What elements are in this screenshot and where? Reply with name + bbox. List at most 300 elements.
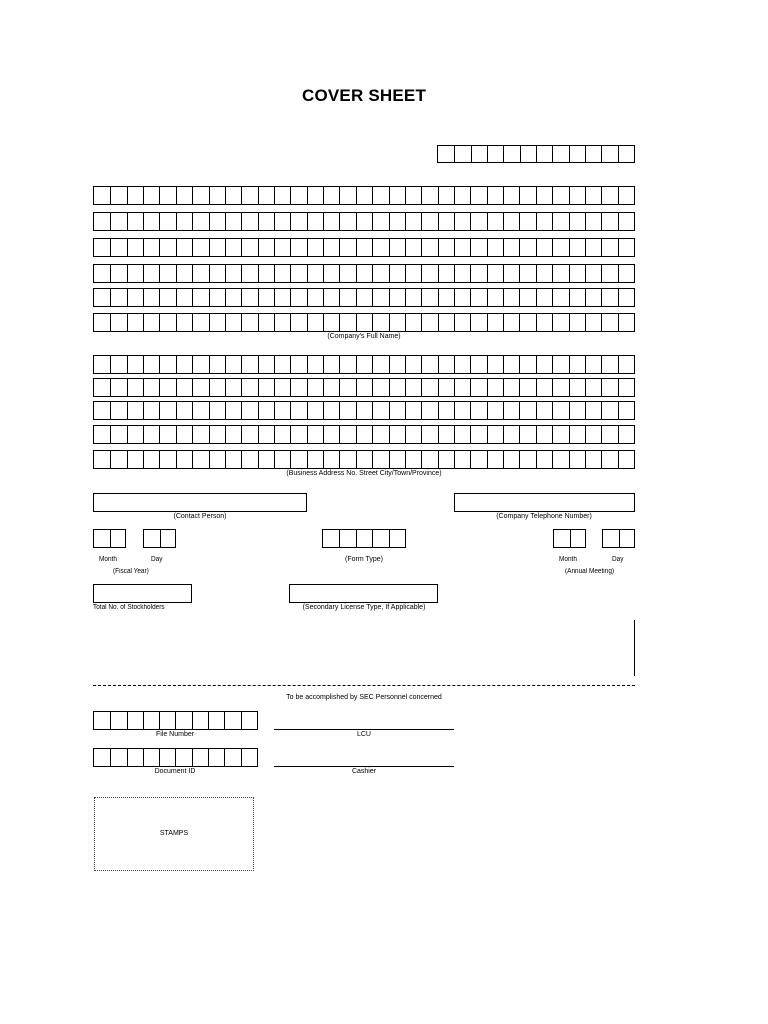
char-box[interactable]: [127, 451, 143, 468]
char-box[interactable]: [618, 265, 634, 282]
char-box[interactable]: [552, 451, 568, 468]
char-box[interactable]: [421, 402, 437, 419]
contact-person-field[interactable]: [93, 493, 307, 512]
char-box[interactable]: [127, 712, 143, 729]
char-box[interactable]: [94, 187, 110, 204]
char-box[interactable]: [94, 379, 110, 396]
char-box[interactable]: [307, 426, 323, 443]
char-box[interactable]: [487, 426, 503, 443]
char-box[interactable]: [307, 213, 323, 230]
char-box[interactable]: [601, 146, 617, 162]
char-box[interactable]: [176, 426, 192, 443]
char-box[interactable]: [323, 356, 339, 373]
char-box[interactable]: [110, 749, 126, 766]
char-box[interactable]: [323, 213, 339, 230]
char-box[interactable]: [356, 265, 372, 282]
char-box[interactable]: [421, 379, 437, 396]
char-box[interactable]: [176, 402, 192, 419]
char-box[interactable]: [274, 239, 290, 256]
file-number-boxes[interactable]: [93, 711, 258, 730]
char-box[interactable]: [618, 146, 634, 162]
char-box[interactable]: [274, 451, 290, 468]
char-box[interactable]: [585, 356, 601, 373]
char-box[interactable]: [520, 146, 536, 162]
char-box[interactable]: [241, 402, 257, 419]
char-box[interactable]: [569, 289, 585, 306]
char-box[interactable]: [618, 314, 634, 331]
char-box[interactable]: [94, 314, 110, 331]
char-box[interactable]: [503, 187, 519, 204]
char-box[interactable]: [552, 314, 568, 331]
char-box[interactable]: [372, 314, 388, 331]
char-box[interactable]: [569, 451, 585, 468]
char-box[interactable]: [176, 187, 192, 204]
char-box[interactable]: [159, 213, 175, 230]
char-box[interactable]: [372, 213, 388, 230]
char-box[interactable]: [454, 314, 470, 331]
char-box[interactable]: [356, 356, 372, 373]
company-name-row-6[interactable]: [93, 313, 635, 332]
char-box[interactable]: [519, 379, 535, 396]
annual-day-boxes[interactable]: [602, 529, 635, 548]
char-box[interactable]: [421, 213, 437, 230]
company-name-row-1[interactable]: [93, 186, 635, 205]
char-box[interactable]: [552, 187, 568, 204]
char-box[interactable]: [503, 451, 519, 468]
char-box[interactable]: [601, 314, 617, 331]
char-box[interactable]: [290, 314, 306, 331]
char-box[interactable]: [225, 402, 241, 419]
company-name-row-4[interactable]: [93, 264, 635, 283]
fiscal-day-boxes[interactable]: [143, 529, 176, 548]
char-box[interactable]: [159, 749, 175, 766]
char-box[interactable]: [241, 289, 257, 306]
char-box[interactable]: [470, 356, 486, 373]
char-box[interactable]: [159, 289, 175, 306]
char-box[interactable]: [143, 712, 159, 729]
char-box[interactable]: [143, 749, 159, 766]
char-box[interactable]: [618, 379, 634, 396]
char-box[interactable]: [159, 356, 175, 373]
char-box[interactable]: [307, 356, 323, 373]
char-box[interactable]: [356, 451, 372, 468]
char-box[interactable]: [176, 356, 192, 373]
char-box[interactable]: [601, 451, 617, 468]
char-box[interactable]: [323, 289, 339, 306]
char-box[interactable]: [225, 356, 241, 373]
char-box[interactable]: [438, 239, 454, 256]
char-box[interactable]: [225, 451, 241, 468]
char-box[interactable]: [323, 379, 339, 396]
char-box[interactable]: [569, 426, 585, 443]
char-box[interactable]: [225, 426, 241, 443]
char-box[interactable]: [470, 314, 486, 331]
char-box[interactable]: [421, 265, 437, 282]
char-box[interactable]: [225, 314, 241, 331]
char-box[interactable]: [209, 426, 225, 443]
char-box[interactable]: [356, 213, 372, 230]
char-box[interactable]: [225, 239, 241, 256]
char-box[interactable]: [601, 402, 617, 419]
char-box[interactable]: [372, 187, 388, 204]
annual-month-boxes[interactable]: [553, 529, 586, 548]
char-box[interactable]: [192, 239, 208, 256]
char-box[interactable]: [307, 402, 323, 419]
char-box[interactable]: [618, 187, 634, 204]
char-box[interactable]: [323, 402, 339, 419]
char-box[interactable]: [438, 289, 454, 306]
char-box[interactable]: [603, 530, 619, 547]
char-box[interactable]: [225, 265, 241, 282]
char-box[interactable]: [618, 289, 634, 306]
char-box[interactable]: [470, 426, 486, 443]
char-box[interactable]: [339, 289, 355, 306]
char-box[interactable]: [192, 356, 208, 373]
char-box[interactable]: [601, 187, 617, 204]
char-box[interactable]: [192, 379, 208, 396]
char-box[interactable]: [405, 289, 421, 306]
char-box[interactable]: [208, 749, 224, 766]
char-box[interactable]: [127, 213, 143, 230]
char-box[interactable]: [225, 187, 241, 204]
char-box[interactable]: [536, 146, 552, 162]
char-box[interactable]: [585, 265, 601, 282]
char-box[interactable]: [274, 213, 290, 230]
char-box[interactable]: [438, 265, 454, 282]
char-box[interactable]: [536, 402, 552, 419]
char-box[interactable]: [241, 749, 257, 766]
secondary-license-field[interactable]: [289, 584, 438, 603]
char-box[interactable]: [175, 749, 191, 766]
char-box[interactable]: [438, 146, 454, 162]
char-box[interactable]: [159, 314, 175, 331]
char-box[interactable]: [601, 213, 617, 230]
char-box[interactable]: [601, 239, 617, 256]
char-box[interactable]: [241, 356, 257, 373]
char-box[interactable]: [487, 356, 503, 373]
char-box[interactable]: [192, 289, 208, 306]
char-box[interactable]: [274, 314, 290, 331]
char-box[interactable]: [389, 426, 405, 443]
char-box[interactable]: [487, 239, 503, 256]
char-box[interactable]: [176, 239, 192, 256]
char-box[interactable]: [585, 379, 601, 396]
char-box[interactable]: [519, 239, 535, 256]
char-box[interactable]: [389, 314, 405, 331]
char-box[interactable]: [552, 426, 568, 443]
char-box[interactable]: [389, 530, 405, 547]
char-box[interactable]: [339, 530, 355, 547]
char-box[interactable]: [274, 289, 290, 306]
char-box[interactable]: [389, 289, 405, 306]
char-box[interactable]: [176, 265, 192, 282]
char-box[interactable]: [618, 213, 634, 230]
char-box[interactable]: [454, 289, 470, 306]
char-box[interactable]: [503, 289, 519, 306]
char-box[interactable]: [241, 314, 257, 331]
char-box[interactable]: [438, 426, 454, 443]
char-box[interactable]: [585, 187, 601, 204]
char-box[interactable]: [241, 379, 257, 396]
fiscal-month-boxes[interactable]: [93, 529, 126, 548]
char-box[interactable]: [569, 356, 585, 373]
char-box[interactable]: [601, 289, 617, 306]
char-box[interactable]: [454, 379, 470, 396]
char-box[interactable]: [569, 314, 585, 331]
char-box[interactable]: [110, 712, 126, 729]
char-box[interactable]: [209, 314, 225, 331]
char-box[interactable]: [519, 451, 535, 468]
sec-registration-number-boxes[interactable]: [437, 145, 635, 163]
char-box[interactable]: [470, 289, 486, 306]
char-box[interactable]: [618, 451, 634, 468]
char-box[interactable]: [389, 356, 405, 373]
char-box[interactable]: [209, 289, 225, 306]
char-box[interactable]: [454, 356, 470, 373]
char-box[interactable]: [290, 187, 306, 204]
char-box[interactable]: [585, 426, 601, 443]
char-box[interactable]: [94, 289, 110, 306]
char-box[interactable]: [601, 265, 617, 282]
address-row-2[interactable]: [93, 378, 635, 397]
char-box[interactable]: [258, 213, 274, 230]
char-box[interactable]: [470, 213, 486, 230]
char-box[interactable]: [110, 379, 126, 396]
char-box[interactable]: [519, 356, 535, 373]
char-box[interactable]: [552, 213, 568, 230]
char-box[interactable]: [143, 213, 159, 230]
lcu-line[interactable]: [274, 729, 454, 730]
char-box[interactable]: [536, 265, 552, 282]
char-box[interactable]: [110, 530, 126, 547]
char-box[interactable]: [519, 187, 535, 204]
char-box[interactable]: [536, 289, 552, 306]
char-box[interactable]: [143, 426, 159, 443]
char-box[interactable]: [503, 379, 519, 396]
char-box[interactable]: [192, 402, 208, 419]
char-box[interactable]: [159, 426, 175, 443]
char-box[interactable]: [209, 265, 225, 282]
char-box[interactable]: [471, 146, 487, 162]
char-box[interactable]: [209, 239, 225, 256]
address-row-5[interactable]: [93, 450, 635, 469]
char-box[interactable]: [209, 451, 225, 468]
char-box[interactable]: [503, 213, 519, 230]
char-box[interactable]: [143, 289, 159, 306]
char-box[interactable]: [290, 265, 306, 282]
document-id-boxes[interactable]: [93, 748, 258, 767]
char-box[interactable]: [519, 314, 535, 331]
char-box[interactable]: [552, 402, 568, 419]
char-box[interactable]: [241, 187, 257, 204]
char-box[interactable]: [569, 379, 585, 396]
char-box[interactable]: [454, 265, 470, 282]
char-box[interactable]: [372, 265, 388, 282]
char-box[interactable]: [258, 187, 274, 204]
char-box[interactable]: [307, 239, 323, 256]
char-box[interactable]: [274, 265, 290, 282]
char-box[interactable]: [503, 146, 519, 162]
char-box[interactable]: [339, 187, 355, 204]
char-box[interactable]: [585, 289, 601, 306]
char-box[interactable]: [618, 239, 634, 256]
company-name-row-3[interactable]: [93, 238, 635, 257]
char-box[interactable]: [421, 314, 437, 331]
char-box[interactable]: [290, 213, 306, 230]
char-box[interactable]: [110, 356, 126, 373]
char-box[interactable]: [143, 402, 159, 419]
char-box[interactable]: [110, 187, 126, 204]
company-name-row-2[interactable]: [93, 212, 635, 231]
char-box[interactable]: [585, 239, 601, 256]
char-box[interactable]: [470, 265, 486, 282]
char-box[interactable]: [356, 187, 372, 204]
char-box[interactable]: [258, 356, 274, 373]
char-box[interactable]: [176, 314, 192, 331]
char-box[interactable]: [503, 239, 519, 256]
char-box[interactable]: [585, 146, 601, 162]
char-box[interactable]: [405, 402, 421, 419]
char-box[interactable]: [94, 239, 110, 256]
char-box[interactable]: [110, 402, 126, 419]
char-box[interactable]: [405, 265, 421, 282]
char-box[interactable]: [192, 426, 208, 443]
char-box[interactable]: [356, 314, 372, 331]
char-box[interactable]: [192, 213, 208, 230]
char-box[interactable]: [569, 265, 585, 282]
char-box[interactable]: [143, 379, 159, 396]
char-box[interactable]: [619, 530, 635, 547]
char-box[interactable]: [421, 356, 437, 373]
char-box[interactable]: [372, 530, 388, 547]
char-box[interactable]: [241, 712, 257, 729]
char-box[interactable]: [143, 265, 159, 282]
char-box[interactable]: [487, 213, 503, 230]
char-box[interactable]: [372, 239, 388, 256]
char-box[interactable]: [175, 712, 191, 729]
char-box[interactable]: [323, 426, 339, 443]
char-box[interactable]: [552, 356, 568, 373]
char-box[interactable]: [438, 451, 454, 468]
char-box[interactable]: [258, 314, 274, 331]
char-box[interactable]: [290, 426, 306, 443]
char-box[interactable]: [405, 379, 421, 396]
char-box[interactable]: [438, 187, 454, 204]
char-box[interactable]: [307, 314, 323, 331]
char-box[interactable]: [503, 356, 519, 373]
char-box[interactable]: [258, 265, 274, 282]
char-box[interactable]: [159, 712, 175, 729]
char-box[interactable]: [208, 712, 224, 729]
char-box[interactable]: [438, 379, 454, 396]
company-name-row-5[interactable]: [93, 288, 635, 307]
char-box[interactable]: [209, 379, 225, 396]
char-box[interactable]: [110, 314, 126, 331]
char-box[interactable]: [307, 289, 323, 306]
char-box[interactable]: [307, 187, 323, 204]
char-box[interactable]: [601, 379, 617, 396]
char-box[interactable]: [307, 265, 323, 282]
char-box[interactable]: [454, 451, 470, 468]
char-box[interactable]: [421, 187, 437, 204]
char-box[interactable]: [454, 187, 470, 204]
char-box[interactable]: [290, 379, 306, 396]
char-box[interactable]: [274, 356, 290, 373]
char-box[interactable]: [110, 213, 126, 230]
char-box[interactable]: [470, 451, 486, 468]
char-box[interactable]: [569, 146, 585, 162]
char-box[interactable]: [454, 239, 470, 256]
char-box[interactable]: [127, 379, 143, 396]
char-box[interactable]: [552, 146, 568, 162]
char-box[interactable]: [209, 187, 225, 204]
char-box[interactable]: [110, 265, 126, 282]
char-box[interactable]: [569, 239, 585, 256]
char-box[interactable]: [454, 213, 470, 230]
char-box[interactable]: [438, 402, 454, 419]
char-box[interactable]: [94, 402, 110, 419]
char-box[interactable]: [94, 356, 110, 373]
char-box[interactable]: [601, 356, 617, 373]
char-box[interactable]: [224, 749, 240, 766]
char-box[interactable]: [618, 356, 634, 373]
char-box[interactable]: [143, 356, 159, 373]
char-box[interactable]: [127, 289, 143, 306]
char-box[interactable]: [274, 187, 290, 204]
char-box[interactable]: [209, 356, 225, 373]
char-box[interactable]: [372, 426, 388, 443]
char-box[interactable]: [389, 239, 405, 256]
char-box[interactable]: [339, 451, 355, 468]
char-box[interactable]: [356, 289, 372, 306]
address-row-1[interactable]: [93, 355, 635, 374]
company-telephone-field[interactable]: [454, 493, 635, 512]
char-box[interactable]: [389, 213, 405, 230]
char-box[interactable]: [143, 451, 159, 468]
char-box[interactable]: [176, 379, 192, 396]
char-box[interactable]: [258, 402, 274, 419]
char-box[interactable]: [356, 426, 372, 443]
char-box[interactable]: [323, 239, 339, 256]
char-box[interactable]: [519, 265, 535, 282]
char-box[interactable]: [339, 213, 355, 230]
char-box[interactable]: [290, 356, 306, 373]
char-box[interactable]: [127, 356, 143, 373]
char-box[interactable]: [503, 265, 519, 282]
char-box[interactable]: [339, 239, 355, 256]
char-box[interactable]: [258, 239, 274, 256]
char-box[interactable]: [127, 187, 143, 204]
char-box[interactable]: [110, 289, 126, 306]
char-box[interactable]: [274, 379, 290, 396]
char-box[interactable]: [454, 426, 470, 443]
char-box[interactable]: [225, 289, 241, 306]
char-box[interactable]: [372, 379, 388, 396]
char-box[interactable]: [405, 213, 421, 230]
char-box[interactable]: [241, 239, 257, 256]
char-box[interactable]: [307, 451, 323, 468]
char-box[interactable]: [372, 402, 388, 419]
char-box[interactable]: [487, 265, 503, 282]
char-box[interactable]: [536, 187, 552, 204]
char-box[interactable]: [487, 314, 503, 331]
char-box[interactable]: [192, 265, 208, 282]
char-box[interactable]: [323, 265, 339, 282]
char-box[interactable]: [487, 289, 503, 306]
char-box[interactable]: [487, 379, 503, 396]
char-box[interactable]: [110, 239, 126, 256]
char-box[interactable]: [192, 314, 208, 331]
